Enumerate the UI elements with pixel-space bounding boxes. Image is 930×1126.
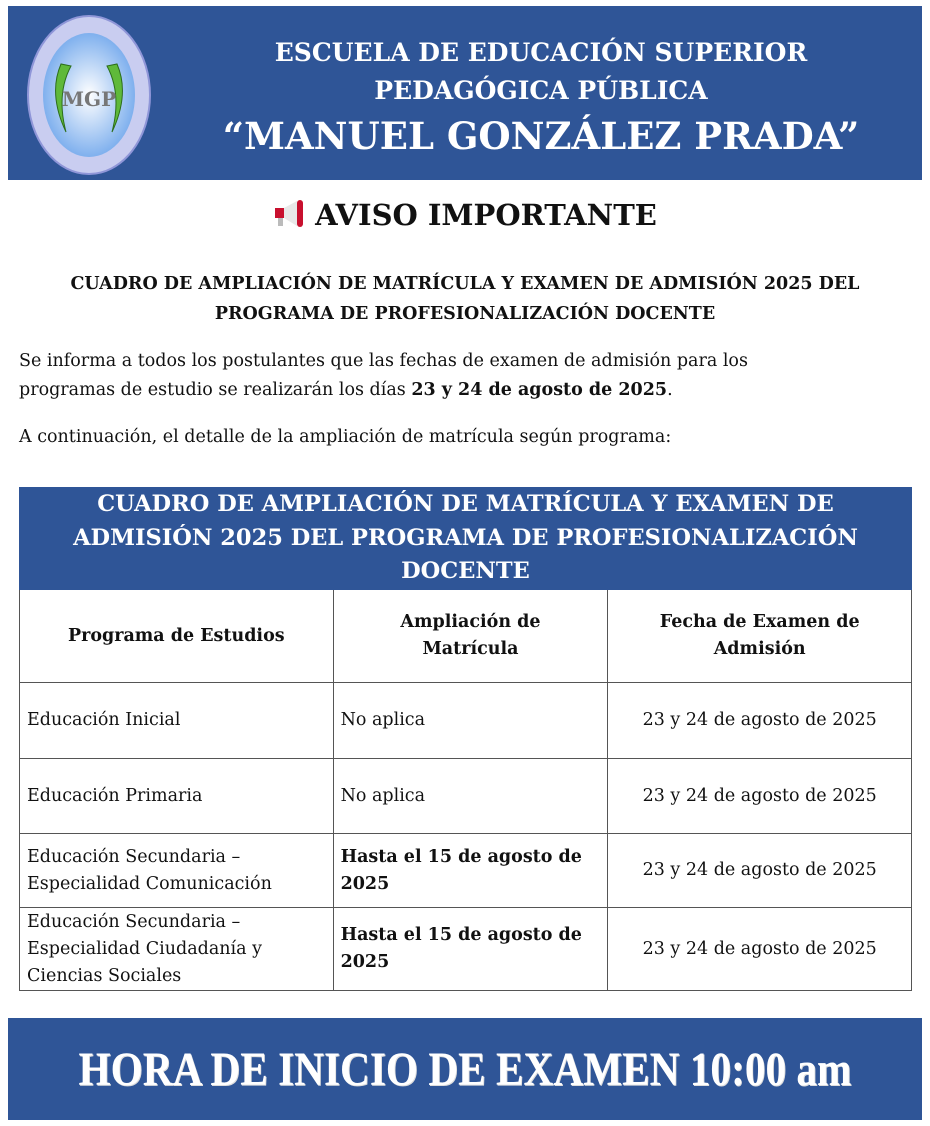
table-row <box>20 908 912 991</box>
extension-cell: No aplica <box>333 759 608 834</box>
exam-date-cell: 23 y 24 de agosto de 2025 <box>608 908 912 991</box>
column-header: Ampliación de Matrícula <box>333 590 608 683</box>
exam-date-cell: 23 y 24 de agosto de 2025 <box>608 759 912 834</box>
program-cell: Educación Inicial <box>20 683 334 759</box>
exam-date-cell: 23 y 24 de agosto de 2025 <box>608 683 912 759</box>
header-banner <box>8 6 922 180</box>
header-line-2: PEDAGÓGICA PÚBLICA <box>374 76 708 105</box>
detail-paragraph: A continuación, el detalle de la ampliación de matrícula según programa: <box>19 427 672 447</box>
intro-paragraph <box>19 347 919 405</box>
table-row <box>20 683 912 759</box>
table-row <box>20 834 912 908</box>
svg-text:MGP: MGP <box>61 87 117 111</box>
table-row <box>20 759 912 834</box>
institution-logo <box>26 14 152 176</box>
schedule-table <box>19 487 912 991</box>
footer-banner <box>8 1018 922 1120</box>
exam-dates-highlight: 23 y 24 de agosto de 2025 <box>411 380 668 400</box>
exam-date-cell: 23 y 24 de agosto de 2025 <box>608 834 912 908</box>
intro-line-2: programas de estudio se realizarán los días <box>19 380 412 400</box>
extension-cell: Hasta el 15 de agosto de 2025 <box>333 908 608 991</box>
extension-cell: No aplica <box>333 683 608 759</box>
header-line-1: ESCUELA DE EDUCACIÓN SUPERIOR <box>274 38 808 67</box>
extension-cell: Hasta el 15 de agosto de 2025 <box>333 834 608 908</box>
subtitle-line-1: CUADRO DE AMPLIACIÓN DE MATRÍCULA Y EXAMEN DE ADMISIÓN 2025 DEL <box>70 274 860 294</box>
column-header: Programa de Estudios <box>20 590 334 683</box>
intro-end: . <box>667 380 673 400</box>
program-cell: Educación Secundaria – Especialidad Ciudadanía y Ciencias Sociales <box>20 908 334 991</box>
intro-line-1: Se informa a todos los postulantes que las fechas de examen de admisión para los <box>19 351 748 371</box>
subtitle-line-2: PROGRAMA DE PROFESIONALIZACIÓN DOCENTE <box>214 304 716 324</box>
header-line-3: “MANUEL GONZÁLEZ PRADA” <box>222 114 860 158</box>
notice-title-text: AVISO IMPORTANTE <box>315 198 657 232</box>
exam-start-time: HORA DE INICIO DE EXAMEN 10:00 am <box>78 1043 852 1096</box>
megaphone-icon <box>273 199 305 229</box>
table-caption: CUADRO DE AMPLIACIÓN DE MATRÍCULA Y EXAMEN DE ADMISIÓN 2025 DEL PROGRAMA DE PROFESIONALIZACIÓN DOCENTE <box>20 488 912 590</box>
table-header-row <box>20 590 912 683</box>
program-cell: Educación Primaria <box>20 759 334 834</box>
notice-title <box>0 198 930 232</box>
column-header: Fecha de Examen de Admisión <box>608 590 912 683</box>
program-cell: Educación Secundaria – Especialidad Comunicación <box>20 834 334 908</box>
